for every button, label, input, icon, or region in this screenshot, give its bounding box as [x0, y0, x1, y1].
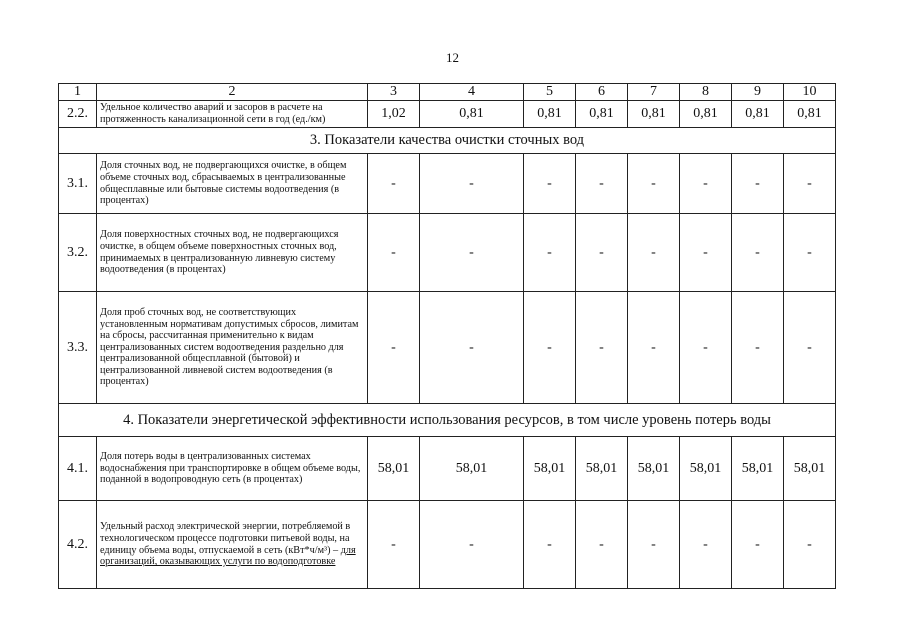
value-cell: - [784, 154, 836, 214]
value-cell: - [524, 292, 576, 404]
header-cell: 1 [59, 84, 97, 101]
header-cell: 9 [732, 84, 784, 101]
value-cell: 58,01 [732, 437, 784, 501]
row-number: 3.2. [59, 214, 97, 292]
header-cell: 3 [368, 84, 420, 101]
row-description: Доля потерь воды в централизованных системах водоснабжения при транспортировке в общем объеме воды, поданной в водопроводную сеть (в процентах) [97, 437, 368, 501]
table-row [59, 292, 836, 404]
value-cell: - [368, 154, 420, 214]
value-cell: - [784, 501, 836, 589]
value-cell: 58,01 [368, 437, 420, 501]
section-heading: 3. Показатели качества очистки сточных вод [59, 128, 836, 154]
value-cell: - [524, 214, 576, 292]
value-cell: - [420, 501, 524, 589]
value-cell: - [368, 501, 420, 589]
value-cell: - [420, 214, 524, 292]
row-description: Удельное количество аварий и засоров в расчете на протяженность канализационной сети в год (ед./км) [97, 101, 368, 128]
header-row [59, 84, 836, 101]
value-cell: - [732, 292, 784, 404]
value-cell: 58,01 [524, 437, 576, 501]
value-cell: - [628, 292, 680, 404]
row-number: 4.1. [59, 437, 97, 501]
value-cell: - [576, 501, 628, 589]
value-cell: 58,01 [420, 437, 524, 501]
value-cell: 58,01 [628, 437, 680, 501]
value-cell: - [732, 501, 784, 589]
value-cell: - [524, 154, 576, 214]
header-cell: 10 [784, 84, 836, 101]
value-cell: - [368, 292, 420, 404]
header-cell: 7 [628, 84, 680, 101]
value-cell: 0,81 [628, 101, 680, 128]
value-cell: - [576, 154, 628, 214]
row-description: Доля сточных вод, не подвергающихся очистке, в общем объеме сточных вод, сбрасываемых в централизованные общесплавные или бытовые системы водоотведения (в процентах) [97, 154, 368, 214]
value-cell: - [680, 501, 732, 589]
row-number: 4.2. [59, 501, 97, 589]
value-cell: - [784, 214, 836, 292]
value-cell: - [420, 154, 524, 214]
row-description-main: Удельный расход электрической энергии, потребляемой в технологическом процессе подготовки питьевой воды, на единицу объема воды, отпускаемой в сеть (кВт*ч/м³) – [100, 521, 351, 556]
value-cell: - [368, 214, 420, 292]
value-cell: - [420, 292, 524, 404]
section-row [59, 404, 836, 437]
value-cell: 58,01 [680, 437, 732, 501]
row-number: 3.1. [59, 154, 97, 214]
value-cell: 0,81 [680, 101, 732, 128]
header-cell: 4 [420, 84, 524, 101]
value-cell: 0,81 [420, 101, 524, 128]
header-cell: 6 [576, 84, 628, 101]
header-cell: 2 [97, 84, 368, 101]
row-description [97, 501, 368, 589]
section-row [59, 128, 836, 154]
value-cell: - [524, 501, 576, 589]
row-description: Доля поверхностных сточных вод, не подвергающихся очистке, в общем объеме поверхностных сточных вод, принимаемых в централизованную ливневую систему водоотведения (в процентах) [97, 214, 368, 292]
value-cell: 58,01 [576, 437, 628, 501]
table-row [59, 214, 836, 292]
row-number: 2.2. [59, 101, 97, 128]
value-cell: - [680, 292, 732, 404]
value-cell: - [628, 154, 680, 214]
value-cell: 0,81 [732, 101, 784, 128]
value-cell: - [576, 214, 628, 292]
value-cell: - [680, 154, 732, 214]
value-cell: - [732, 214, 784, 292]
value-cell: - [628, 214, 680, 292]
header-cell: 8 [680, 84, 732, 101]
value-cell: - [576, 292, 628, 404]
value-cell: - [732, 154, 784, 214]
value-cell: 0,81 [576, 101, 628, 128]
value-cell: 58,01 [784, 437, 836, 501]
table-row [59, 501, 836, 589]
section-heading: 4. Показатели энергетической эффективности использования ресурсов, в том числе уровень потерь воды [59, 404, 836, 437]
value-cell: - [784, 292, 836, 404]
header-cell: 5 [524, 84, 576, 101]
row-description-underlined: для организаций, оказывающих услуги по водоподготовке [100, 544, 356, 568]
value-cell: 1,02 [368, 101, 420, 128]
page-number: 12 [446, 50, 459, 65]
table-row [59, 437, 836, 501]
value-cell: - [628, 501, 680, 589]
value-cell: 0,81 [784, 101, 836, 128]
row-description: Доля проб сточных вод, не соответствующих установленным нормативам допустимых сбросов, лимитам на сбросы, рассчитанная применительно к видам централизованных систем водоотведения раздельно для централизованной общесплавной (бытовой) и централизованной ливневой систем водоотведения (в процентах) [97, 292, 368, 404]
row-number: 3.3. [59, 292, 97, 404]
value-cell: - [680, 214, 732, 292]
indicators-table [58, 83, 836, 589]
table-row [59, 101, 836, 128]
table-row [59, 154, 836, 214]
value-cell: 0,81 [524, 101, 576, 128]
